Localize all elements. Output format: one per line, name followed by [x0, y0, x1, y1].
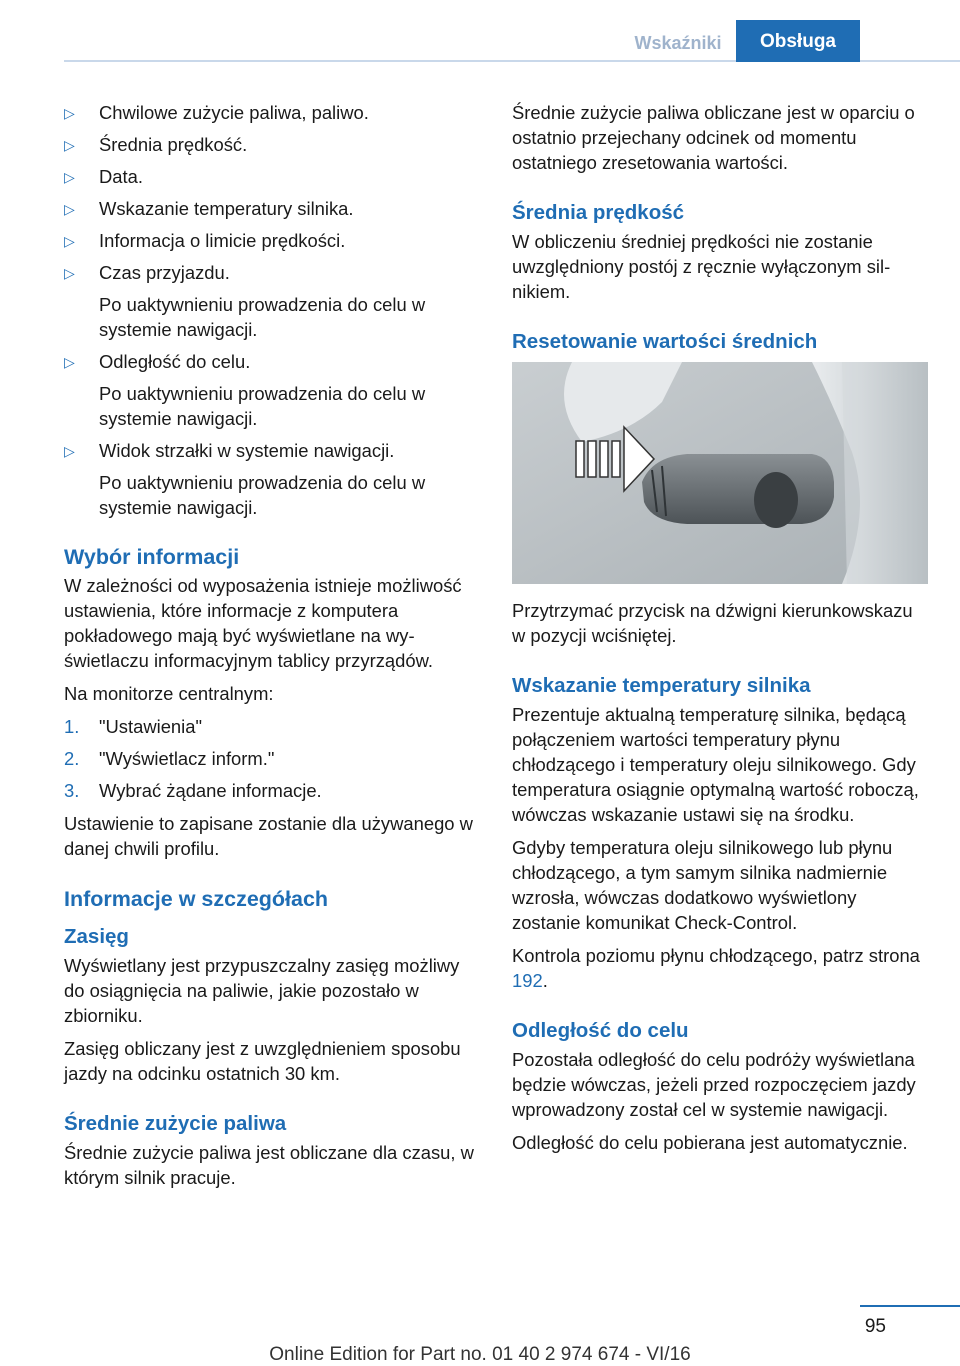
paragraph: W obliczeniu średniej prędkości nie zostanie uwzględniony postój z ręcznie wyłączonym silnikiem. — [512, 231, 891, 302]
step-item — [64, 714, 480, 739]
paragraph: Na monitorze centralnym: — [64, 683, 274, 704]
list-item-text: Odległość do celu. — [99, 351, 251, 372]
triangle-bullet-icon: ▷ — [64, 105, 75, 121]
edition-footer: Online Edition for Part no. 01 40 2 974 674 - VI/16 — [269, 1344, 691, 1365]
subsection-heading-predkosc: Średnia prędkość — [512, 201, 685, 224]
list-item — [64, 228, 480, 253]
step-number: 1. — [64, 716, 80, 737]
step-item — [64, 746, 480, 771]
steps-list — [64, 714, 480, 803]
section-heading-wybor: Wybór informacji — [64, 545, 240, 569]
list-item-text: Informacja o limicie prędkości. — [99, 230, 346, 251]
triangle-bullet-icon: ▷ — [64, 201, 75, 217]
step-item — [64, 778, 480, 803]
paragraph: Ustawienie to zapisane zostanie dla używanego w danej chwili profilu. — [64, 813, 473, 859]
paragraph: Gdyby temperatura oleju silnikowego lub płynu chłodzącego, a tym samym silnika nadmiernie wzrosła, wówczas dodatkowo wyświetlony zostanie komunikat Check-Control. — [512, 837, 893, 933]
paragraph: Wyświetlany jest przypuszczalny zasięg możliwy do osiągnięcia na paliwie, jakie pozostało w zbiorniku. — [64, 955, 460, 1026]
info-bullet-list — [64, 100, 480, 520]
page-number: 95 — [864, 1316, 886, 1337]
list-item-text: Data. — [99, 166, 143, 187]
list-item — [64, 164, 480, 189]
triangle-bullet-icon: ▷ — [64, 354, 75, 370]
subsection-heading-zasieg: Zasięg — [64, 925, 129, 948]
triangle-bullet-icon: ▷ — [64, 137, 75, 153]
paragraph: Średnie zużycie paliwa obliczane jest w oparciu o ostatnio przejechany odcinek od momentu ostatniego zresetowania wartości. — [512, 102, 915, 173]
list-item-text: Wskazanie temperatury silnika. — [99, 198, 354, 219]
tab-obsluga[interactable]: Obsługa — [736, 20, 860, 62]
triangle-bullet-icon: ▷ — [64, 443, 75, 459]
list-item-text: Widok strzałki w systemie nawigacji. — [99, 440, 395, 461]
list-item — [64, 100, 480, 125]
list-item — [64, 260, 480, 342]
list-item — [64, 438, 480, 520]
right-column — [512, 100, 928, 1163]
list-item-note: Po uaktywnieniu prowadzenia do celu w systemie nawigacji. — [99, 383, 426, 429]
step-text: Wybrać żądane informacje. — [99, 780, 322, 801]
paragraph: W zależności od wyposażenia istnieje możliwość ustawienia, które informacje z komputera pokładowego mają być wyświetlane na wyświetlaczu informacyjnym tablicy przyrządów. — [64, 575, 462, 671]
list-item — [64, 349, 480, 431]
paragraph: Średnie zużycie paliwa jest obliczane dla czasu, w którym silnik pracuje. — [64, 1142, 474, 1188]
subsection-heading-reset: Resetowanie wartości średnich — [512, 330, 818, 353]
page-reference-link[interactable]: 192 — [512, 970, 543, 991]
paragraph: Kontrola poziomu płynu chłodzącego, patrz strona 192. — [512, 945, 920, 991]
step-text: "Wyświetlacz inform." — [99, 748, 275, 769]
triangle-bullet-icon: ▷ — [64, 265, 75, 281]
step-text: "Ustawienia" — [99, 716, 203, 737]
section-heading-szczegoly: Informacje w szczegółach — [64, 887, 329, 911]
list-item — [64, 196, 480, 221]
list-item — [64, 132, 480, 157]
paragraph: Prezentuje aktualną temperaturę silnika, będącą połączeniem wartości temperatury płynu chłodzącego i temperatury oleju silnikowego. Gdy temperatura osiągnie optymalną wartość roboczą, wówczas wskazanie ustawi się na środku. — [512, 704, 919, 825]
subsection-heading-odleglosc: Odległość do celu — [512, 1019, 689, 1042]
step-number: 3. — [64, 780, 80, 801]
triangle-bullet-icon: ▷ — [64, 233, 75, 249]
triangle-bullet-icon: ▷ — [64, 169, 75, 185]
subsection-heading-zuzycie: Średnie zużycie paliwa — [64, 1112, 287, 1135]
paragraph: Zasięg obliczany jest z uwzględnieniem sposobu jazdy na odcinku ostatnich 30 km. — [64, 1038, 461, 1084]
turn-signal-lever-illustration — [512, 362, 928, 584]
list-item-note: Po uaktywnieniu prowadzenia do celu w systemie nawigacji. — [99, 294, 426, 340]
list-item-text: Średnia prędkość. — [99, 134, 248, 155]
list-item-text: Chwilowe zużycie paliwa, paliwo. — [99, 102, 369, 123]
paragraph: Odległość do celu pobierana jest automatycznie. — [512, 1132, 908, 1153]
paragraph: Przytrzymać przycisk na dźwigni kierunkowskazu w pozycji wciśniętej. — [512, 600, 913, 646]
step-number: 2. — [64, 748, 80, 769]
subsection-heading-temperatura: Wskazanie temperatury silnika — [512, 674, 811, 697]
footer-divider — [860, 1305, 960, 1307]
list-item-text: Czas przyjazdu. — [99, 262, 230, 283]
left-column — [64, 100, 480, 1198]
paragraph: Pozostała odległość do celu podróży wyświetlana będzie wówczas, jeżeli przed rozpoczęciem jazdy wprowadzony został cel w systemie nawigacji. — [512, 1049, 916, 1120]
tab-wskazniki[interactable]: Wskaźniki — [634, 33, 722, 53]
list-item-note: Po uaktywnieniu prowadzenia do celu w systemie nawigacji. — [99, 472, 426, 518]
